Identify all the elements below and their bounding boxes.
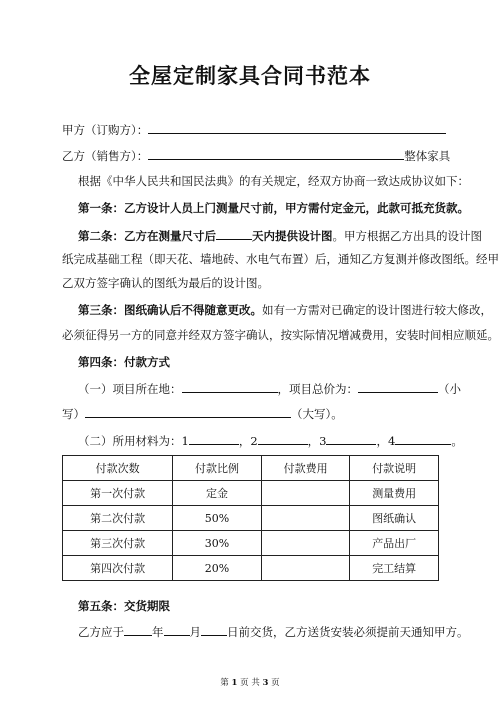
footer-page-number: 1 (231, 678, 238, 688)
material-4-blank[interactable] (395, 431, 451, 445)
party-a-line (62, 120, 440, 139)
table-header-row (63, 456, 439, 481)
article-2-line-1 (78, 226, 482, 245)
article-2-heading: 第二条： (78, 229, 124, 243)
table-row (63, 481, 439, 506)
party-a-label: 甲方（订购方）： (62, 123, 149, 137)
table-row (63, 531, 439, 556)
month-label: 月 (189, 625, 201, 639)
delivery-month-blank[interactable] (164, 622, 190, 636)
table-cell: 第二次付款 (63, 506, 173, 531)
article-2-days-blank[interactable] (216, 226, 252, 240)
delivery-rest: 日前交货，乙方送货安装必须提前天通知甲方。 (227, 625, 469, 639)
project-total-upper-blank[interactable] (85, 404, 291, 418)
document-title: 全屋定制家具合同书范本 (129, 63, 371, 88)
table-cell-fee[interactable] (261, 531, 350, 556)
delivery-label: 乙方应于 (78, 625, 124, 639)
delivery-year-blank[interactable] (124, 622, 152, 636)
material-1-blank[interactable] (189, 431, 239, 445)
article-4-heading: 第四条：付款方式 (78, 355, 170, 369)
article-2-line-2: 纸完成基础工程（即天花、墙地砖、水电气布置）后，通知乙方复测并修改图纸。经甲 (62, 252, 499, 266)
article-4-item-1-line-1 (78, 379, 461, 398)
table-header-cell: 付款次数 (63, 456, 173, 481)
table-cell-fee[interactable] (261, 556, 350, 581)
table-cell: 完工结算 (350, 556, 439, 581)
table-cell: 第四次付款 (63, 556, 173, 581)
project-location-blank[interactable] (182, 379, 278, 393)
payment-table (62, 455, 439, 581)
article-4-item-2 (78, 431, 463, 450)
table-row (63, 556, 439, 581)
project-location-label: （一）项目所在地： (78, 382, 182, 396)
article-3-rest: 如有一方需对已确定的设计图进行较大修改， (262, 303, 492, 317)
table-header-cell: 付款费用 (261, 456, 350, 481)
table-cell: 定金 (173, 481, 262, 506)
table-cell: 产品出厂 (350, 531, 439, 556)
footer-text-a: 第 (220, 678, 229, 688)
page-footer (0, 676, 500, 688)
table-row (63, 506, 439, 531)
article-2-rest: 。甲方根据乙方出具的设计图 (332, 229, 482, 243)
table-cell: 测量费用 (350, 481, 439, 506)
party-b-blank[interactable] (148, 146, 404, 160)
table-cell-fee[interactable] (261, 506, 350, 531)
party-b-label: 乙方（销售方）： (62, 149, 149, 163)
table-header-cell: 付款比例 (173, 456, 262, 481)
project-total-lower-blank[interactable] (358, 379, 438, 393)
table-header-cell: 付款说明 (350, 456, 439, 481)
table-cell: 第三次付款 (63, 531, 173, 556)
footer-text-b: 页 共 (240, 678, 260, 688)
article-4-item-1-line-2 (62, 404, 440, 423)
table-cell: 图纸确认 (350, 506, 439, 531)
party-b-line (62, 146, 451, 165)
delivery-day-blank[interactable] (201, 622, 227, 636)
material-4-label: ，4 (376, 434, 396, 448)
article-5-heading: 第五条：交货期限 (78, 599, 170, 613)
table-cell: 第一次付款 (63, 481, 173, 506)
material-3-blank[interactable] (326, 431, 376, 445)
footer-text-c: 页 (271, 678, 280, 688)
table-cell-fee[interactable] (261, 481, 350, 506)
intro-paragraph: 根据《中华人民共和国民法典》的有关规定，经双方协商一致达成协议如下： (78, 174, 469, 188)
lowercase-label-b: 写） (62, 407, 85, 421)
party-a-blank[interactable] (148, 120, 446, 134)
party-b-suffix: 整体家具 (404, 149, 451, 163)
table-cell: 50% (173, 506, 262, 531)
footer-total-pages: 3 (262, 678, 269, 688)
material-2-blank[interactable] (258, 431, 308, 445)
year-label: 年 (152, 625, 164, 639)
materials-end: 。 (451, 434, 463, 448)
uppercase-label: （大写）。 (291, 407, 343, 421)
materials-label: （二）所用材料为：1 (78, 434, 189, 448)
article-3-line-1 (78, 301, 492, 319)
material-3-label: ，3 (307, 434, 327, 448)
article-2-lead-b: 乙方在测量尺寸后 (124, 229, 216, 243)
article-3-heading: 第三条：图纸确认后不得随意更改。 (78, 303, 262, 317)
material-2-label: ，2 (238, 434, 258, 448)
article-2-lead-c: 天内提供设计图 (252, 229, 333, 243)
project-total-label: ，项目总价为： (277, 382, 358, 396)
article-2-line-3: 乙双方签字确认的图纸为最后的设计图。 (62, 276, 269, 290)
lowercase-label-a: （小 (438, 382, 461, 396)
table-cell: 30% (173, 531, 262, 556)
article-1: 第一条：乙方设计人员上门测量尺寸前，甲方需付定金元，此款可抵充货款。 (78, 201, 469, 215)
article-3-line-2: 必须征得另一方的同意并经双方签字确认，按实际情况增减费用，安装时间相应顺延。 (62, 328, 499, 342)
table-cell: 20% (173, 556, 262, 581)
article-5-line (78, 622, 469, 641)
